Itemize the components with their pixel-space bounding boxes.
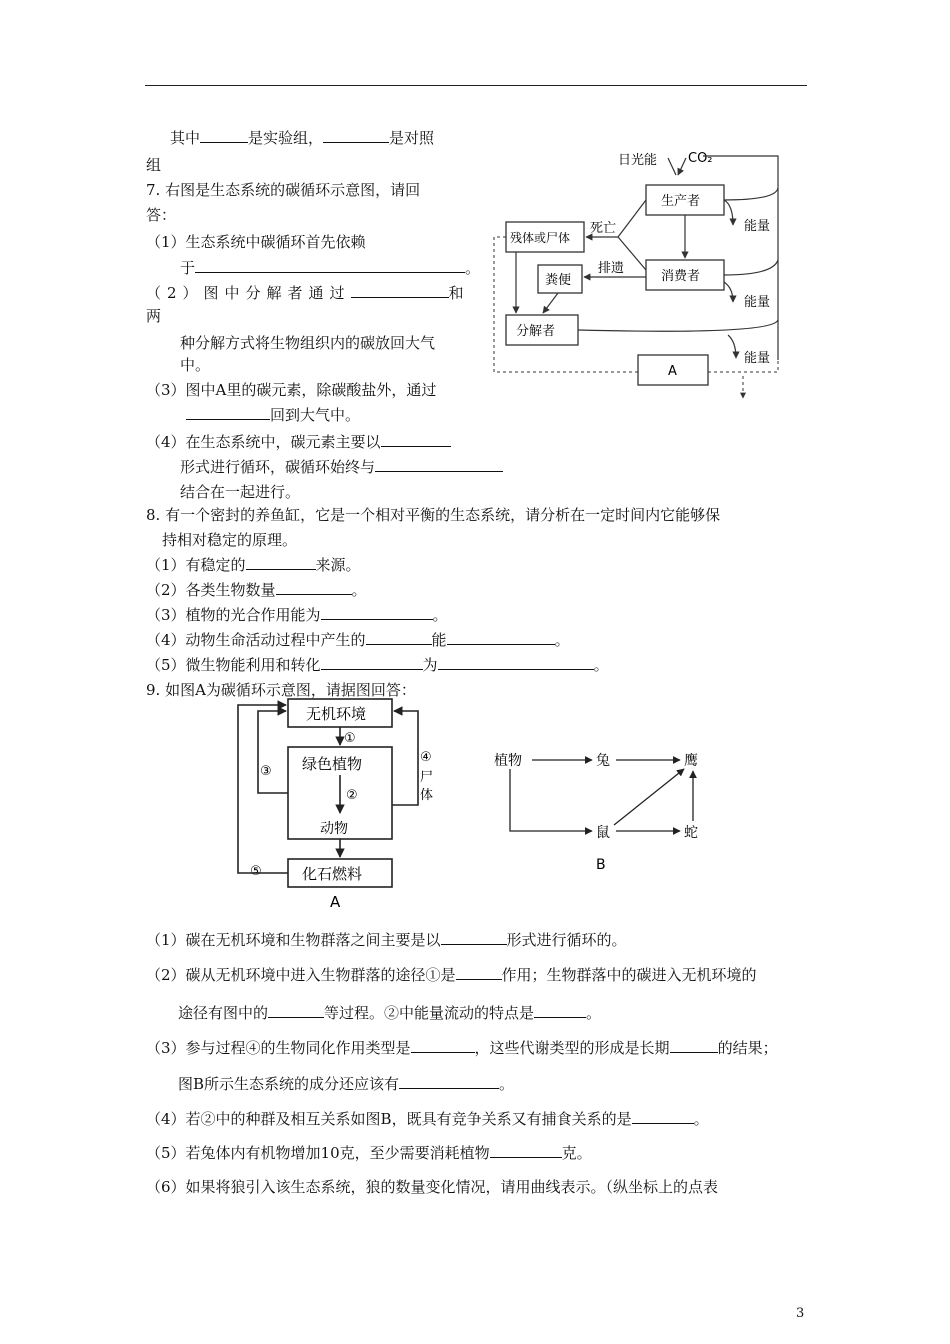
- animals-label: 动物: [320, 821, 348, 837]
- corpse-label-1: 尸: [420, 770, 434, 785]
- q9-part3a: [146, 1038, 778, 1058]
- text: （4）动物生命活动过程中产生的: [146, 631, 366, 649]
- eagle-node: 鹰: [684, 753, 698, 769]
- q6-line1: [170, 128, 434, 148]
- q7-part1b: [180, 258, 480, 278]
- figure-b-food-web: [488, 745, 728, 875]
- caption-b: B: [596, 857, 606, 873]
- page-number: 3: [796, 1306, 805, 1321]
- energy-label-3: 能量: [744, 351, 771, 366]
- text: 是对照: [389, 129, 435, 147]
- fossil-label: 化石燃料: [302, 865, 363, 883]
- q9-part3b: [178, 1074, 514, 1094]
- header-rule: [145, 85, 807, 86]
- text: 和: [448, 284, 470, 302]
- label-5: ⑤: [250, 864, 262, 879]
- q7-part2c: 两: [146, 307, 162, 325]
- answer-blank[interactable]: [366, 630, 432, 645]
- answer-blank[interactable]: [200, 128, 248, 143]
- answer-blank[interactable]: [351, 283, 449, 298]
- figure-a-carbon-cycle: [228, 695, 448, 915]
- inorganic-label: 无机环境: [306, 705, 367, 723]
- q7-part4b: [180, 457, 503, 477]
- energy-label-2: 能量: [744, 295, 771, 310]
- label-4: ④: [420, 750, 432, 765]
- text: （1）有稳定的: [146, 556, 246, 574]
- text: 来源。: [315, 556, 361, 574]
- consumer-label: 消费者: [661, 269, 701, 284]
- answer-blank[interactable]: [411, 1038, 475, 1053]
- text: ，这些代谢类型的形成是长期: [474, 1039, 670, 1057]
- text: （3）参与过程④的生物同化作用类型是: [146, 1039, 411, 1057]
- text: 。: [593, 656, 609, 674]
- answer-blank[interactable]: [441, 930, 507, 945]
- q7-part1a: （1）生态系统中碳循环首先依赖: [146, 233, 366, 251]
- q9-stem: 9. 如图A为碳循环示意图，请据图回答：: [146, 681, 416, 699]
- answer-blank[interactable]: [490, 1143, 562, 1158]
- answer-blank[interactable]: [381, 432, 451, 447]
- answer-blank[interactable]: [323, 128, 389, 143]
- answer-blank[interactable]: [268, 1003, 324, 1018]
- text: 能: [431, 631, 447, 649]
- text: 回到大气中。: [270, 406, 361, 424]
- snake-node: 蛇: [684, 825, 698, 841]
- q9-part1: [146, 930, 627, 950]
- sunlight-label: 日光能: [618, 153, 658, 168]
- q8-part5: [146, 655, 609, 675]
- residue-label: 残体或尸体: [510, 231, 571, 245]
- text: （1）碳在无机环境和生物群落之间主要是以: [146, 931, 441, 949]
- text: 作用；生物群落中的碳进入无机环境的: [501, 966, 757, 984]
- answer-blank[interactable]: [670, 1038, 718, 1053]
- answer-blank[interactable]: [246, 555, 316, 570]
- q8-part4: [146, 630, 570, 650]
- plants-label: 绿色植物: [302, 755, 363, 773]
- q9-part2b: [178, 1003, 601, 1023]
- carbon-cycle-diagram: [488, 140, 808, 405]
- energy-label-1: 能量: [744, 219, 771, 234]
- a-label: A: [668, 364, 677, 379]
- q7-part3b: [186, 405, 360, 425]
- decomposer-label: 分解者: [516, 324, 556, 339]
- text: 形式进行循环，碳循环始终与: [180, 458, 376, 476]
- text: 的结果；: [717, 1039, 778, 1057]
- rabbit-node: 兔: [596, 753, 610, 769]
- text: 。: [554, 631, 570, 649]
- text: 。: [693, 1110, 709, 1128]
- answer-blank[interactable]: [186, 405, 270, 420]
- answer-blank[interactable]: [321, 605, 433, 620]
- q7-part4a: [146, 432, 451, 452]
- text: 。: [499, 1075, 515, 1093]
- text: 为: [422, 656, 438, 674]
- text: （5）微生物能利用和转化: [146, 656, 321, 674]
- answer-blank[interactable]: [456, 965, 502, 980]
- q9-part2a: [146, 965, 757, 985]
- corpse-label-2: 体: [420, 788, 434, 803]
- q7-stem1: 7. 右图是生态系统的碳循环示意图，请回: [146, 181, 421, 199]
- answer-blank[interactable]: [632, 1109, 694, 1124]
- q7-part4c: 结合在一起进行。: [180, 483, 301, 501]
- producer-label: 生产者: [661, 194, 701, 209]
- q8-part1: [146, 555, 361, 575]
- death-label: 死亡: [590, 221, 617, 236]
- label-2: ②: [346, 788, 358, 803]
- text: 。: [586, 1004, 602, 1022]
- excrete-label: 排遗: [598, 261, 625, 276]
- q6-line2: 组: [146, 156, 162, 174]
- text: 。: [465, 259, 481, 277]
- mouse-node: 鼠: [596, 825, 610, 841]
- text: 克。: [561, 1144, 592, 1162]
- answer-blank[interactable]: [321, 655, 423, 670]
- text: （5）若兔体内有机物增加10克，至少需要消耗植物: [146, 1144, 490, 1162]
- text: （2）碳从无机环境中进入生物群落的途径①是: [146, 966, 456, 984]
- q8-part2: [146, 580, 367, 600]
- text: 途径有图中的: [178, 1004, 269, 1022]
- q7-part2d: 种分解方式将生物组织内的碳放回大气: [180, 334, 436, 352]
- q8-stem2: 持相对稳定的原理。: [162, 531, 298, 549]
- co2-label: CO₂: [688, 151, 713, 166]
- q7-stem2: 答：: [146, 206, 177, 224]
- q7-part3a: （3）图中A里的碳元素，除碳酸盐外，通过: [146, 381, 437, 399]
- text: 形式进行循环的。: [506, 931, 627, 949]
- q7-part2a: [146, 283, 470, 303]
- feces-label: 粪便: [545, 273, 572, 288]
- plant-node: 植物: [494, 753, 522, 769]
- text: 。: [432, 606, 448, 624]
- q8-stem1: 8. 有一个密封的养鱼缸，它是一个相对平衡的生态系统，请分析在一定时间内它能够保: [146, 506, 721, 524]
- answer-blank[interactable]: [276, 580, 352, 595]
- q9-part6: （6）如果将狼引入该生态系统，狼的数量变化情况，请用曲线表示。（纵坐标上的点表: [146, 1178, 719, 1196]
- label-1: ①: [344, 731, 356, 746]
- text: （2）图中分解者通过: [146, 284, 351, 302]
- text: 于: [180, 259, 196, 277]
- q8-part3: [146, 605, 448, 625]
- text: 图B所示生态系统的成分还应该有: [178, 1075, 400, 1093]
- q9-part5: [146, 1143, 592, 1163]
- text: （4）若②中的种群及相互关系如图B，既具有竞争关系又有捕食关系的是: [146, 1110, 632, 1128]
- answer-blank[interactable]: [447, 630, 555, 645]
- text: 等过程。②中能量流动的特点是: [324, 1004, 535, 1022]
- answer-blank[interactable]: [534, 1003, 586, 1018]
- text: （3）植物的光合作用能为: [146, 606, 321, 624]
- caption-a: A: [330, 893, 341, 911]
- text: 其中: [170, 129, 201, 147]
- answer-blank[interactable]: [375, 457, 503, 472]
- text: 是实验组，: [248, 129, 324, 147]
- answer-blank[interactable]: [399, 1074, 499, 1089]
- text: （4）在生态系统中，碳元素主要以: [146, 433, 381, 451]
- q9-part4: [146, 1109, 709, 1129]
- text: 。: [351, 581, 367, 599]
- answer-blank[interactable]: [438, 655, 594, 670]
- label-3: ③: [260, 764, 272, 779]
- answer-blank[interactable]: [195, 258, 465, 273]
- text: （2）各类生物数量: [146, 581, 276, 599]
- q7-part2e: 中。: [180, 356, 211, 374]
